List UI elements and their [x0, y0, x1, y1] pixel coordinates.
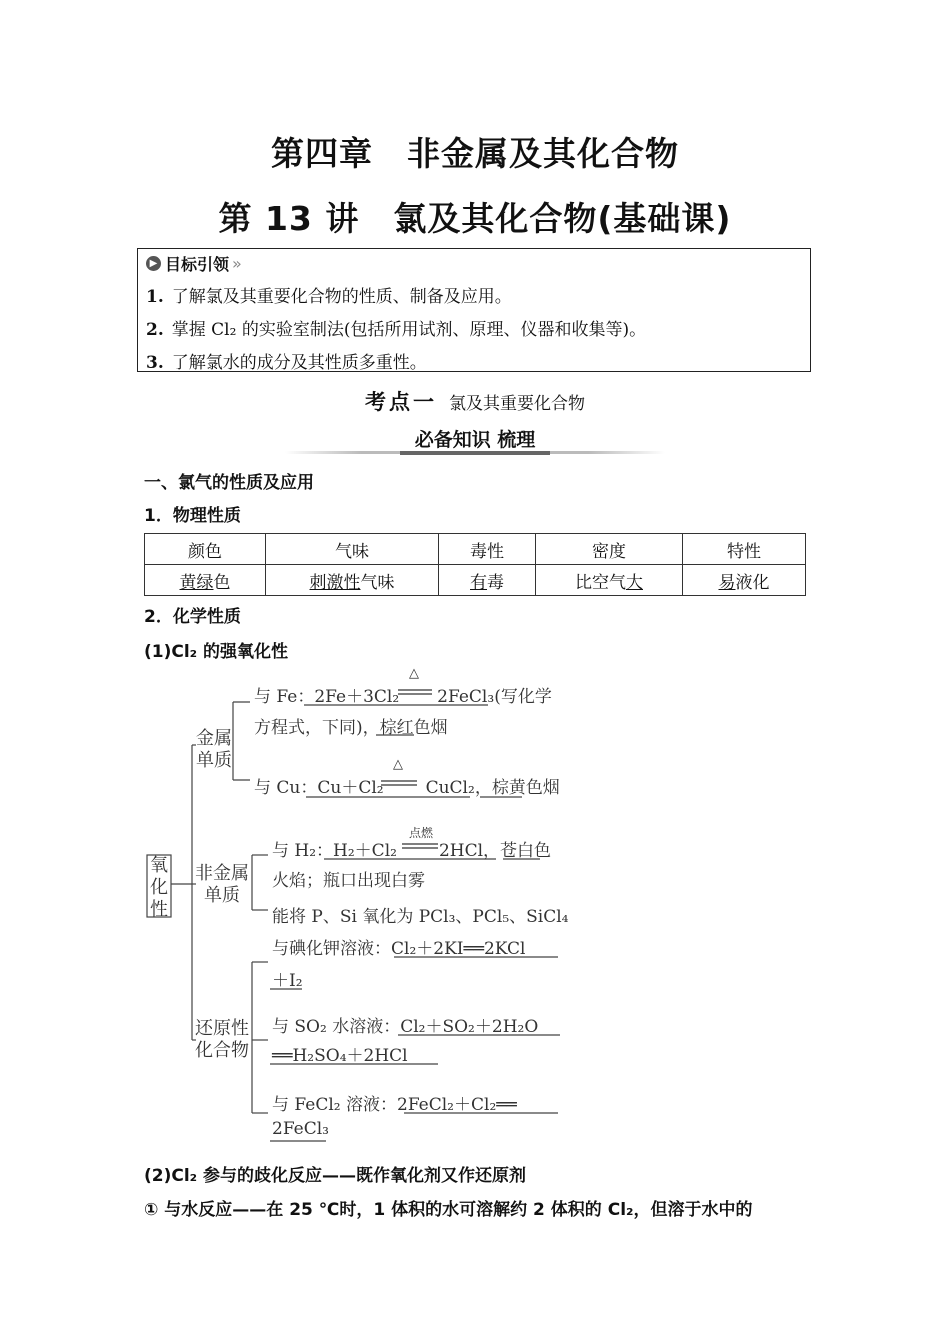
tree-root-oxidizing: [148, 855, 170, 921]
equation: 2Fe＋3Cl₂: [314, 687, 400, 707]
text: 色烟: [413, 718, 448, 738]
cu-reaction: [254, 773, 560, 798]
goal-text: 掌握 Cl₂ 的实验室制法(包括所用试剂、原理、仪器和收集等)。: [171, 320, 647, 340]
node-text: 单质: [196, 750, 232, 771]
text: ，: [474, 778, 492, 798]
answer-underlined: 易: [718, 572, 736, 593]
lecture-title: 第 13 讲 氯及其化合物(基础课): [218, 199, 732, 238]
bibei-heading: 必备知识 梳理: [414, 429, 536, 451]
fe-reaction-line2: [254, 713, 448, 738]
root-char: 化: [150, 877, 168, 898]
fecl2-reaction-line1: [272, 1090, 517, 1115]
tree-node-metal: [194, 728, 234, 772]
text: 与碘化钾溶液：: [272, 939, 391, 959]
goal-num: 1.: [146, 287, 164, 307]
node-text: 单质: [204, 885, 240, 906]
text: (写化学: [494, 687, 552, 707]
header-cell: 颜色: [145, 534, 266, 565]
sub-heading-chemical: 2．化学性质: [144, 607, 241, 627]
node-text: 化合物: [195, 1040, 249, 1061]
kaodian-label: 考点一: [365, 390, 437, 414]
answer-underlined: 大: [626, 572, 643, 593]
cell-text: 气味: [360, 572, 395, 593]
answer-underlined: 棕黄: [491, 778, 526, 798]
text: 色烟: [525, 778, 560, 798]
text: 色: [534, 841, 552, 861]
equation: H₂＋Cl₂: [333, 841, 397, 861]
equation: Cl₂＋SO₂＋2H₂O: [400, 1017, 539, 1037]
answer-underlined: 苍白: [500, 841, 535, 861]
h2-reaction-line2: 火焰；瓶口出现白雾: [272, 871, 425, 891]
kaodian-title: 氯及其重要化合物: [449, 394, 585, 414]
answer-underlined: 刺激性: [309, 572, 361, 593]
sub-heading-disproportionation: (2)Cl₂ 参与的歧化反应——既作氧化剂又作还原剂: [144, 1166, 527, 1186]
text: 与 FeCl₂ 溶液：: [272, 1095, 397, 1115]
ki-reaction-line1: [272, 934, 525, 959]
ignite-condition: 点燃: [409, 826, 434, 840]
sub-heading-physical: 1．物理性质: [144, 506, 241, 526]
text: 方程式，下同)，: [254, 718, 380, 738]
text: ，: [483, 841, 501, 861]
equation: Cl₂＋2KI══2KCl: [391, 939, 526, 959]
answer-underlined: 黄绿: [179, 572, 214, 593]
text: 与 Fe：: [254, 687, 315, 707]
tree-node-reducing: [193, 1018, 251, 1062]
goal-num: 3.: [146, 353, 164, 373]
text: 与 Cu：: [254, 778, 318, 798]
text: 与 H₂：: [272, 841, 334, 861]
tree-node-nonmetal: [193, 863, 251, 907]
p-si-oxidation: 能将 P、Si 氧化为 PCl₃、PCl₅、SiCl₄: [272, 907, 569, 927]
goal-text: 了解氯水的成分及其性质多重性。: [171, 353, 427, 373]
equation: Cu＋Cl₂: [317, 778, 384, 798]
fe-reaction-line1: [254, 682, 552, 707]
double-chevron-icon: »: [232, 254, 242, 273]
play-icon: ▶: [146, 256, 161, 271]
header-cell: 毒性: [439, 534, 536, 565]
header-cell: 密度: [536, 534, 683, 565]
cell-text: 液化: [735, 572, 770, 593]
goal-text: 了解氯及其重要化合物的性质、制备及应用。: [171, 287, 512, 307]
equation-product: 2FeCl₃: [437, 687, 495, 707]
so2-reaction-line1: [272, 1012, 538, 1037]
root-char: 氧: [150, 855, 168, 876]
goals-heading-text: 目标引领: [165, 255, 230, 274]
header-cell: 特性: [683, 534, 806, 565]
node-text: 还原性: [195, 1018, 249, 1039]
answer-underlined: 棕红: [379, 718, 414, 738]
body-line-water-reaction: ① 与水反应——在 25 ℃时，1 体积的水可溶解约 2 体积的 Cl₂，但溶于水中的: [144, 1200, 753, 1220]
text: 与 SO₂ 水溶液：: [272, 1017, 401, 1037]
fecl2-reaction-line2: 2FeCl₃: [272, 1119, 330, 1139]
root-char: 性: [150, 899, 168, 920]
equation-product: 2HCl: [438, 841, 484, 861]
heat-condition: △: [393, 757, 403, 772]
cell-text: 比空气: [575, 572, 626, 593]
goal-num: 2.: [146, 320, 164, 340]
cell-text: 色: [213, 572, 231, 593]
sub-heading-oxidizing: (1)Cl₂ 的强氧化性: [144, 642, 289, 662]
equation: 2FeCl₂＋Cl₂══: [397, 1095, 517, 1115]
section-heading: 一、氯气的性质及应用: [144, 473, 314, 493]
answer-underlined: 有: [470, 572, 487, 593]
heat-condition: △: [409, 666, 419, 681]
so2-reaction-line2: ══H₂SO₄＋2HCl: [272, 1046, 408, 1066]
node-text: 非金属: [195, 863, 249, 884]
chapter-title: 第四章 非金属及其化合物: [271, 134, 679, 173]
header-cell: 气味: [266, 534, 439, 565]
node-text: 金属: [196, 728, 232, 749]
ki-reaction-line2: ＋I₂: [272, 971, 303, 991]
cell-text: 毒: [487, 572, 504, 593]
equation-product: CuCl₂: [425, 778, 475, 798]
